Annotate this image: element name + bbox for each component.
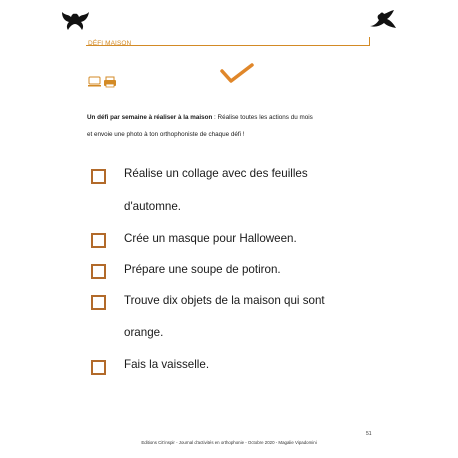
page-number: 51 [366, 431, 372, 437]
instructions-line-2: et envoie une photo à ton orthophoniste de chaque défi ! [87, 131, 245, 138]
task-label-continued: orange. [124, 326, 164, 339]
bat-icon [368, 8, 398, 32]
instructions-line-1 [87, 109, 387, 126]
task-checkbox[interactable] [91, 169, 106, 184]
instructions-rest: : Réalise toutes les actions du mois [212, 114, 313, 121]
task-label: Trouve dix objets de la maison qui sont [124, 294, 325, 307]
task-label: Prépare une soupe de potiron. [124, 263, 281, 276]
footer-credit: Editions Cit'inspir - Journal d'activités en orthophonie - Octobre 2020 - Magalie Vipadomini [141, 440, 317, 445]
instructions-bold: Un défi par semaine à réaliser à la maison [87, 114, 213, 121]
task-checkbox[interactable] [91, 295, 106, 310]
task-checkbox[interactable] [91, 360, 106, 375]
instructions [87, 109, 387, 143]
task-label: Réalise un collage avec des feuilles [124, 167, 308, 180]
computer-printer-icon [88, 76, 118, 88]
task-label-continued: d'automne. [124, 200, 182, 213]
task-label: Crée un masque pour Halloween. [124, 232, 297, 245]
task-checkbox[interactable] [91, 233, 106, 248]
task-checkbox[interactable] [91, 264, 106, 279]
task-label: Fais la vaisselle. [124, 358, 210, 371]
page-title: DÉFI MAISON [88, 40, 132, 47]
bat-icon [58, 8, 92, 32]
checkmark-icon [219, 62, 255, 84]
